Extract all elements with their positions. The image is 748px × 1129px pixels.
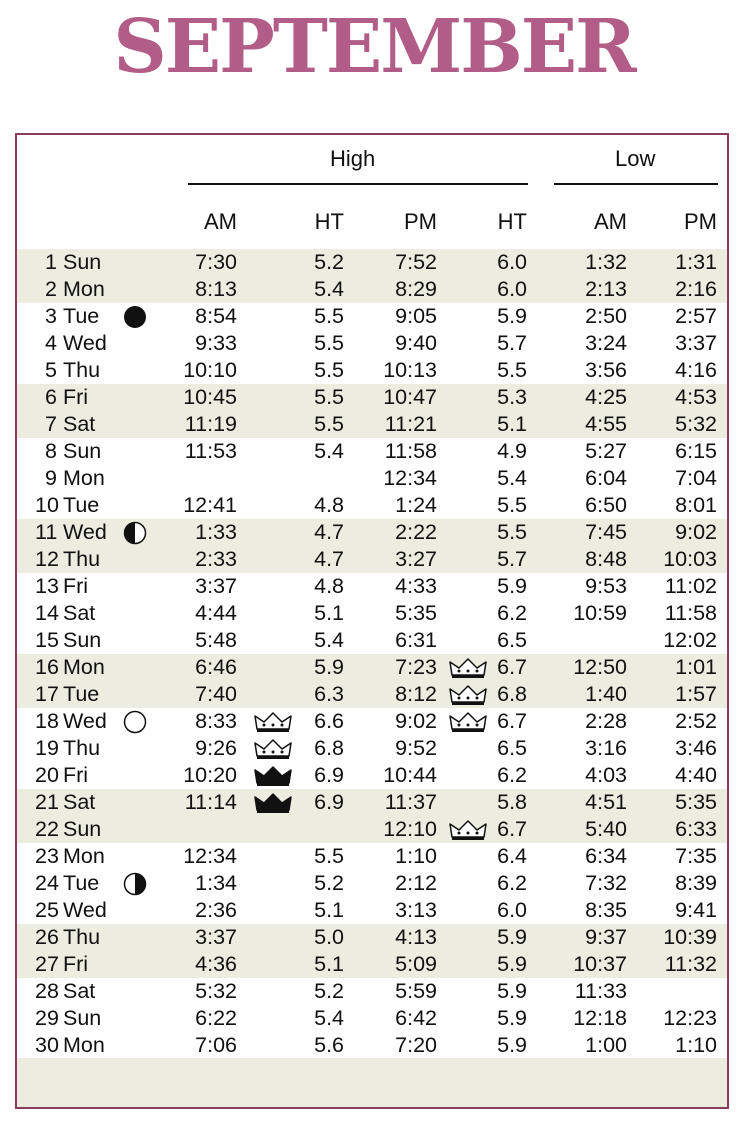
tide-day: 20: [35, 763, 59, 787]
high-am-time: 8:54: [195, 304, 237, 328]
am-header: AM: [204, 209, 237, 234]
high-am-time: 3:37: [195, 574, 237, 598]
tide-weekday: Tue: [63, 682, 100, 706]
low-pm-time: 3:37: [675, 331, 717, 355]
high-am-time: 1:33: [195, 520, 237, 544]
high-am-time: 2:36: [195, 898, 237, 922]
tide-day: 25: [35, 898, 59, 922]
tide-weekday: Sat: [63, 790, 96, 814]
high-am-time: 10:45: [183, 385, 237, 409]
low-am-time: 11:33: [574, 979, 627, 1003]
table-row: [17, 384, 727, 411]
pm-ht-header: HT: [497, 209, 527, 234]
tide-day: 8: [45, 439, 57, 463]
high-am-height: 5.5: [314, 331, 344, 355]
high-am-time: 4:36: [195, 952, 237, 976]
high-am-height: 5.0: [314, 925, 344, 949]
table-row: [17, 870, 727, 897]
high-pm-height: 6.0: [497, 898, 527, 922]
tide-day: 7: [45, 412, 57, 436]
low-pm-time: 7:04: [675, 466, 717, 490]
high-am-time: 2:33: [195, 547, 237, 571]
table-row: [17, 654, 727, 681]
tide-weekday: Wed: [63, 898, 107, 922]
tide-weekday: Mon: [63, 844, 105, 868]
low-pm-time: 6:15: [675, 439, 717, 463]
low-pm-time: 5:32: [675, 412, 717, 436]
table-row: [17, 600, 727, 627]
tide-weekday: Wed: [63, 709, 107, 733]
high-pm-time: 2:12: [395, 871, 437, 895]
high-pm-time: 11:58: [384, 439, 437, 463]
low-pm-time: 1:01: [675, 655, 717, 679]
high-am-time: 11:14: [184, 790, 237, 814]
high-pm-time: 8:12: [395, 682, 437, 706]
high-am-time: 7:06: [195, 1033, 237, 1057]
table-row: [17, 465, 727, 492]
table-row: [17, 438, 727, 465]
high-pm-height: 5.5: [497, 520, 527, 544]
high-pm-time: 7:20: [395, 1033, 437, 1057]
table-row: [17, 330, 727, 357]
high-am-height: 6.8: [314, 736, 344, 760]
low-am-time: 5:27: [585, 439, 627, 463]
outline-crown-icon: [254, 711, 292, 733]
low-pm-time: 4:40: [675, 763, 717, 787]
high-pm-time: 7:52: [395, 250, 437, 274]
high-am-height: 5.1: [314, 898, 344, 922]
tide-day: 27: [35, 952, 59, 976]
tide-day: 28: [35, 979, 59, 1003]
tide-table: [15, 133, 729, 1109]
low-am-time: 4:03: [585, 763, 627, 787]
low-am-time: 1:32: [585, 250, 627, 274]
tide-day: 9: [45, 466, 57, 490]
high-am-height: 4.7: [314, 520, 344, 544]
low-pm-time: 8:39: [675, 871, 717, 895]
tide-weekday: Thu: [63, 358, 101, 382]
high-pm-height: 6.7: [497, 817, 527, 841]
high-pm-time: 5:59: [395, 979, 437, 1003]
tide-day: 6: [45, 385, 57, 409]
high-am-height: 6.9: [314, 763, 344, 787]
high-pm-height: 5.9: [497, 574, 527, 598]
table-row: [17, 735, 727, 762]
low-am-time: 1:40: [585, 682, 627, 706]
tide-weekday: Thu: [63, 736, 101, 760]
low-am-time: 7:32: [585, 871, 627, 895]
high-am-height: 5.2: [314, 871, 344, 895]
high-pm-height: 5.7: [497, 547, 527, 571]
tide-weekday: Thu: [63, 547, 101, 571]
high-pm-time: 9:40: [395, 331, 437, 355]
high-am-time: 7:40: [195, 682, 237, 706]
tide-weekday: Fri: [63, 574, 89, 598]
page-title: SEPTEMBER: [113, 4, 635, 90]
low-am-time: 12:18: [573, 1006, 627, 1030]
tide-weekday: Sun: [63, 250, 102, 274]
table-row: [17, 978, 727, 1005]
low-am-time: 8:48: [585, 547, 627, 571]
high-pm-time: 5:35: [395, 601, 437, 625]
tide-day: 19: [35, 736, 59, 760]
filled-crown-icon: [254, 792, 292, 814]
high-pm-time: 1:24: [395, 493, 437, 517]
last-quarter-moon-icon: [123, 872, 147, 896]
high-am-time: 6:22: [195, 1006, 237, 1030]
low-pm-time: 8:01: [675, 493, 717, 517]
high-pm-height: 5.9: [497, 979, 527, 1003]
tide-day: 16: [35, 655, 59, 679]
table-row: [17, 303, 727, 330]
table-row: [17, 951, 727, 978]
high-am-time: 8:33: [195, 709, 237, 733]
low-pm-time: 2:57: [675, 304, 717, 328]
high-pm-height: 5.1: [497, 412, 527, 436]
tide-weekday: Mon: [63, 655, 105, 679]
tide-day: 4: [45, 331, 57, 355]
high-am-height: 5.5: [314, 412, 344, 436]
low-am-time: 3:16: [585, 736, 627, 760]
high-pm-height: 6.2: [497, 763, 527, 787]
table-row: [17, 411, 727, 438]
high-am-height: 5.4: [314, 1006, 344, 1030]
low-pm-time: 6:33: [675, 817, 717, 841]
tide-weekday: Mon: [63, 277, 105, 301]
low-am-time: 4:25: [585, 385, 627, 409]
table-row: [17, 681, 727, 708]
low-am-time: 3:24: [585, 331, 627, 355]
table-row: [17, 762, 727, 789]
high-am-time: 10:10: [183, 358, 237, 382]
low-am-time: 2:50: [585, 304, 627, 328]
high-am-time: 6:46: [195, 655, 237, 679]
low-pm-time: 10:03: [663, 547, 717, 571]
high-am-height: 5.5: [314, 385, 344, 409]
high-pm-height: 5.9: [497, 304, 527, 328]
outline-crown-icon: [449, 819, 487, 841]
low-pm-time: 7:35: [675, 844, 717, 868]
outline-crown-icon: [449, 711, 487, 733]
tide-weekday: Thu: [63, 925, 101, 949]
high-pm-height: 5.5: [497, 358, 527, 382]
tide-day: 3: [45, 304, 57, 328]
low-am-time: 7:45: [585, 520, 627, 544]
high-am-time: 11:53: [184, 439, 237, 463]
high-pm-time: 7:23: [395, 655, 437, 679]
low-pm-time: 12:02: [663, 628, 717, 652]
tide-day: 1: [45, 250, 57, 274]
high-rule: [188, 183, 528, 185]
high-pm-time: 10:47: [383, 385, 437, 409]
full-moon-icon: [123, 710, 147, 734]
high-am-time: 7:30: [195, 250, 237, 274]
tide-weekday: Tue: [63, 871, 100, 895]
low-am-time: 1:00: [585, 1033, 627, 1057]
tide-day: 30: [35, 1033, 59, 1057]
high-am-height: 5.5: [314, 358, 344, 382]
high-am-height: 5.1: [314, 952, 344, 976]
high-pm-time: 6:31: [395, 628, 437, 652]
low-am-time: 3:56: [585, 358, 627, 382]
high-am-time: 12:34: [183, 844, 237, 868]
low-am-time: 4:55: [585, 412, 627, 436]
high-am-height: 5.6: [314, 1033, 344, 1057]
high-am-height: 4.7: [314, 547, 344, 571]
low-pm-time: 1:31: [675, 250, 717, 274]
table-row: [17, 627, 727, 654]
high-am-height: 5.5: [314, 844, 344, 868]
high-pm-height: 5.9: [497, 925, 527, 949]
low-am-time: 12:50: [573, 655, 627, 679]
tide-weekday: Fri: [63, 952, 89, 976]
high-pm-height: 5.3: [497, 385, 527, 409]
high-am-height: 5.2: [314, 979, 344, 1003]
tide-day: 5: [45, 358, 57, 382]
tide-day: 22: [35, 817, 59, 841]
high-pm-time: 10:13: [383, 358, 437, 382]
table-row: [17, 276, 727, 303]
low-pm-time: 2:52: [675, 709, 717, 733]
low-am-header: AM: [594, 209, 627, 234]
low-pm-header: PM: [684, 209, 717, 234]
high-pm-height: 6.7: [497, 655, 527, 679]
outline-crown-icon: [449, 684, 487, 706]
high-am-time: 8:13: [195, 277, 237, 301]
table-row: [17, 843, 727, 870]
tide-weekday: Sun: [63, 1006, 102, 1030]
table-row: [17, 816, 727, 843]
high-pm-height: 6.5: [497, 628, 527, 652]
high-pm-time: 3:27: [395, 547, 437, 571]
tide-day: 13: [35, 574, 59, 598]
tide-weekday: Wed: [63, 331, 107, 355]
table-row: [17, 249, 727, 276]
tide-day: 23: [35, 844, 59, 868]
low-pm-time: 1:57: [675, 682, 717, 706]
high-pm-time: 9:52: [395, 736, 437, 760]
high-am-time: 4:44: [195, 601, 237, 625]
high-am-height: 6.6: [314, 709, 344, 733]
high-am-height: 4.8: [314, 574, 344, 598]
new-moon-icon: [123, 305, 147, 329]
high-pm-height: 6.5: [497, 736, 527, 760]
table-footer-band: [17, 1058, 727, 1109]
tide-day: 17: [35, 682, 59, 706]
table-row: [17, 519, 727, 546]
high-pm-height: 6.8: [497, 682, 527, 706]
tide-day: 29: [35, 1006, 59, 1030]
high-am-time: 1:34: [195, 871, 237, 895]
low-am-time: 9:37: [585, 925, 627, 949]
low-am-time: 6:04: [585, 466, 627, 490]
outline-crown-icon: [449, 657, 487, 679]
high-pm-height: 5.9: [497, 952, 527, 976]
low-rule: [554, 183, 718, 185]
high-pm-time: 9:05: [395, 304, 437, 328]
tide-weekday: Wed: [63, 520, 107, 544]
am-ht-header: HT: [314, 209, 344, 234]
high-pm-time: 12:34: [383, 466, 437, 490]
high-header: High: [330, 146, 376, 171]
table-row: [17, 708, 727, 735]
tide-weekday: Mon: [63, 466, 105, 490]
high-pm-height: 6.0: [497, 250, 527, 274]
high-pm-time: 6:42: [395, 1006, 437, 1030]
table-row: [17, 546, 727, 573]
high-pm-time: 1:10: [395, 844, 437, 868]
low-am-time: 10:59: [573, 601, 627, 625]
high-pm-height: 5.9: [497, 1033, 527, 1057]
high-pm-height: 5.4: [497, 466, 527, 490]
low-pm-time: 11:02: [664, 574, 717, 598]
high-pm-height: 6.2: [497, 601, 527, 625]
outline-crown-icon: [254, 738, 292, 760]
high-am-time: 5:32: [195, 979, 237, 1003]
low-pm-time: 9:02: [675, 520, 717, 544]
high-am-time: 12:41: [183, 493, 237, 517]
low-header: Low: [615, 146, 656, 171]
low-am-time: 6:50: [585, 493, 627, 517]
tide-weekday: Tue: [63, 304, 100, 328]
high-pm-height: 6.0: [497, 277, 527, 301]
high-pm-time: 3:13: [395, 898, 437, 922]
high-am-height: 5.5: [314, 304, 344, 328]
filled-crown-icon: [254, 765, 292, 787]
first-quarter-moon-icon: [123, 521, 147, 545]
high-pm-time: 11:21: [384, 412, 437, 436]
high-pm-time: 4:13: [395, 925, 437, 949]
high-am-height: 5.9: [314, 655, 344, 679]
high-am-height: 6.3: [314, 682, 344, 706]
high-pm-height: 5.5: [497, 493, 527, 517]
low-pm-time: 11:58: [664, 601, 717, 625]
low-am-time: 4:51: [585, 790, 627, 814]
tide-weekday: Sun: [63, 628, 102, 652]
low-am-time: 2:13: [585, 277, 627, 301]
tide-day: 10: [35, 493, 59, 517]
high-pm-time: 2:22: [395, 520, 437, 544]
high-am-height: 5.4: [314, 277, 344, 301]
low-pm-time: 4:53: [675, 385, 717, 409]
table-row: [17, 789, 727, 816]
low-pm-time: 9:41: [675, 898, 717, 922]
high-pm-height: 6.4: [497, 844, 527, 868]
tide-day: 18: [35, 709, 59, 733]
tide-weekday: Tue: [63, 493, 100, 517]
tide-day: 21: [35, 790, 59, 814]
low-pm-time: 1:10: [675, 1033, 717, 1057]
table-row: [17, 492, 727, 519]
low-pm-time: 10:39: [663, 925, 717, 949]
low-am-time: 9:53: [585, 574, 627, 598]
high-pm-time: 12:10: [383, 817, 437, 841]
tide-weekday: Fri: [63, 385, 89, 409]
high-am-height: 5.2: [314, 250, 344, 274]
high-pm-height: 4.9: [497, 439, 527, 463]
low-am-time: 5:40: [585, 817, 627, 841]
high-am-height: 5.4: [314, 628, 344, 652]
table-row: [17, 1032, 727, 1059]
high-am-height: 6.9: [314, 790, 344, 814]
high-am-time: 10:20: [183, 763, 237, 787]
high-am-height: 5.4: [314, 439, 344, 463]
low-am-time: 6:34: [585, 844, 627, 868]
high-am-time: 5:48: [195, 628, 237, 652]
low-pm-time: 11:32: [664, 952, 717, 976]
table-row: [17, 897, 727, 924]
high-pm-time: 4:33: [395, 574, 437, 598]
tide-weekday: Sun: [63, 439, 102, 463]
high-pm-height: 6.7: [497, 709, 527, 733]
high-pm-height: 5.9: [497, 1006, 527, 1030]
table-row: [17, 573, 727, 600]
low-am-time: 10:37: [573, 952, 627, 976]
high-pm-height: 6.2: [497, 871, 527, 895]
tide-weekday: Sun: [63, 817, 102, 841]
tide-day: 14: [35, 601, 59, 625]
high-am-time: 11:19: [184, 412, 237, 436]
low-pm-time: 2:16: [675, 277, 717, 301]
high-am-time: 9:33: [195, 331, 237, 355]
high-pm-time: 8:29: [395, 277, 437, 301]
high-pm-time: 9:02: [395, 709, 437, 733]
tide-weekday: Sat: [63, 412, 96, 436]
tide-day: 12: [35, 547, 59, 571]
tide-weekday: Mon: [63, 1033, 105, 1057]
tide-day: 15: [35, 628, 59, 652]
high-pm-time: 10:44: [383, 763, 437, 787]
table-row: [17, 1005, 727, 1032]
high-am-height: 5.1: [314, 601, 344, 625]
low-am-time: 2:28: [585, 709, 627, 733]
tide-weekday: Sat: [63, 979, 96, 1003]
low-am-time: 8:35: [585, 898, 627, 922]
low-pm-time: 12:23: [663, 1006, 717, 1030]
high-pm-height: 5.8: [497, 790, 527, 814]
tide-day: 24: [35, 871, 59, 895]
high-pm-time: 5:09: [395, 952, 437, 976]
tide-day: 2: [45, 277, 57, 301]
table-row: [17, 357, 727, 384]
high-am-time: 9:26: [195, 736, 237, 760]
high-am-height: 4.8: [314, 493, 344, 517]
tide-weekday: Sat: [63, 601, 96, 625]
pm-header: PM: [404, 209, 437, 234]
table-row: [17, 924, 727, 951]
tide-day: 26: [35, 925, 59, 949]
low-pm-time: 5:35: [675, 790, 717, 814]
low-pm-time: 4:16: [675, 358, 717, 382]
tide-weekday: Fri: [63, 763, 89, 787]
high-pm-height: 5.7: [497, 331, 527, 355]
low-pm-time: 3:46: [675, 736, 717, 760]
high-pm-time: 11:37: [384, 790, 437, 814]
tide-day: 11: [35, 520, 58, 544]
high-am-time: 3:37: [195, 925, 237, 949]
